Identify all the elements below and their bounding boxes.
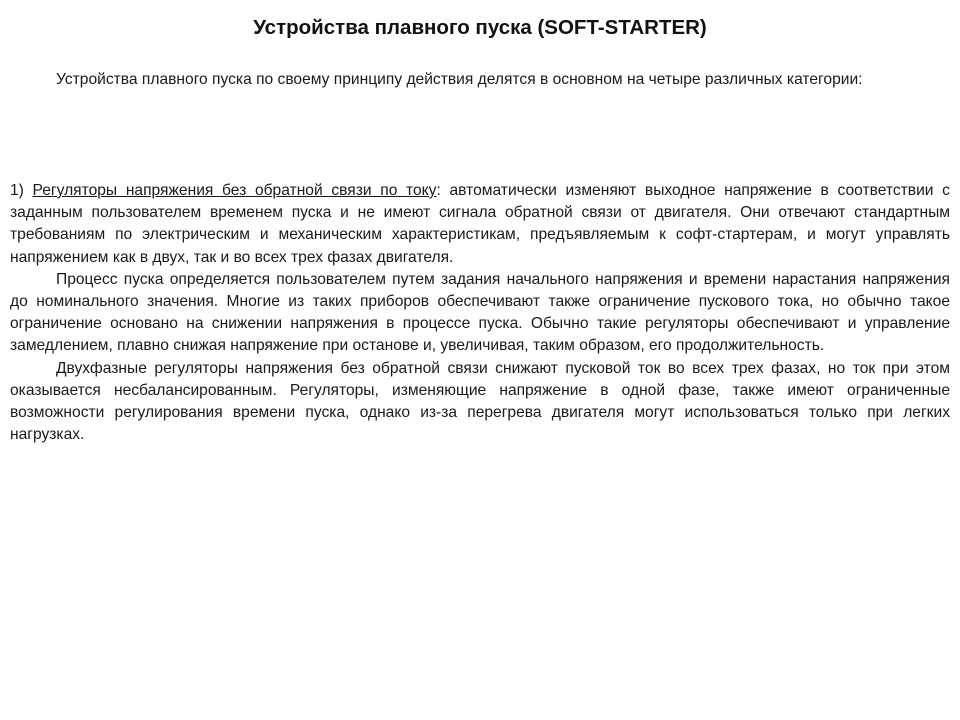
body-text xyxy=(10,180,950,446)
paragraph-3: Двухфазные регуляторы напряжения без обратной связи снижают пусковой ток во всех трех фазах, но ток при этом оказывается несбалансированным. Регуляторы, изменяющие напряжение в одной фазе, также имеют ограниченные возможности регулирования времени пуска, однако из-за перегрева двигателя могут использоваться только при легких нагрузках. xyxy=(10,359,950,444)
item-1-number: 1) xyxy=(10,182,33,199)
slide-title: Устройства плавного пуска (SOFT-STARTER) xyxy=(253,16,707,39)
item-1-text: : автоматически изменяют выходное напряжение в соответствии с заданным пользователем временем пуска и не имеют сигнала обратной связи от двигателя. Они отвечают стандартным требованиям по электрическим и механическим характеристикам, предъявляемым к софт-стартерам, и могут управлять напряжением как в двух, так и во всех трех фазах двигателя. xyxy=(10,182,950,266)
paragraph-2: Процесс пуска определяется пользователем путем задания начального напряжения и времени нарастания напряжения до номинального значения. Многие из таких приборов обеспечивают также ограничение пускового тока, но обычно такое ограничение основано на снижении напряжения в процессе пуска. Обычно такие регуляторы обеспечивают и управление замедлением, плавно снижая напряжение при останове и, увеличивая, таким образом, его продолжительность. xyxy=(10,270,950,355)
item-1-term: Регуляторы напряжения без обратной связи по току xyxy=(32,182,437,199)
item-1-paragraph xyxy=(10,180,950,269)
intro-paragraph: Устройства плавного пуска по своему принципу действия делятся в основном на четыре различных категории: xyxy=(56,71,863,88)
